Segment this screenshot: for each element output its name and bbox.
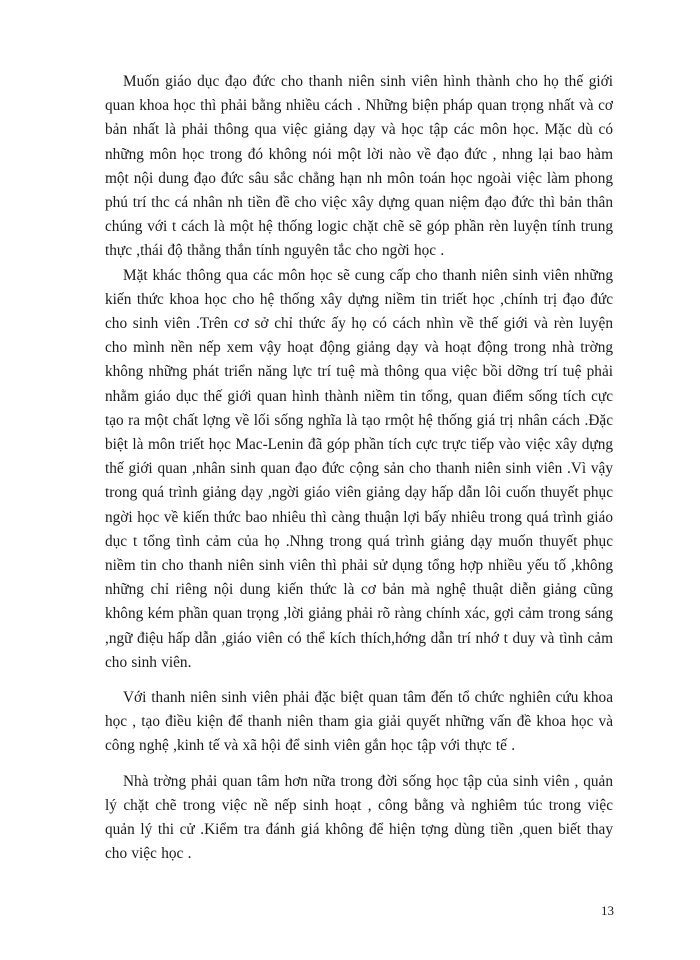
paragraph-1: Muốn giáo dục đạo đức cho thanh niên sinh viên hình thành cho họ thế giới quan khoa học thì phải bằng nhiều cách . Những biện pháp quan trọng nhất và cơ bản nhất là phải thông qua việc giảng dạy và học tập các môn học. Mặc dù có những môn học trong đó không nói một lời nào về đạo đức , nhng lại bao hàm một nội dung đạo đức sâu sắc chẳng hạn nh môn toán học ngoài việc làm phong phú trí thc cá nhân nh tiền đề cho việc xây dựng quan niệm đạo đức thì bản thân chúng với t cách là một hệ thống logic chặt chẽ sẽ góp phần rèn luyện tính trung thực ,thái độ thẳng thắn tính nguyên tắc cho ngời học . — [105, 73, 613, 260]
paragraph-3: Với thanh niên sinh viên phải đặc biệt quan tâm đến tổ chức nghiên cứu khoa học , tạo điều kiện để thanh niên tham gia giải quyết những vấn đề khoa học và công nghệ ,kinh tế và xã hội để sinh viên gắn học tập với thực tế . — [105, 689, 613, 755]
paragraph-2: Mặt khác thông qua các môn học sẽ cung cấp cho thanh niên sinh viên những kiến thức khoa học cho hệ thống xây dựng niềm tin triết học ,chính trị đạo đức cho sinh viên .Trên cơ sở chỉ thức ấy họ có cách nhìn về thế giới và rèn luyện cho mình nền nếp xem vậy hoạt động giảng dạy và hoạt động trong nhà trờng không những phát triển năng lực trí tuệ mà thông qua việc bồi dỡng trí tuệ phải nhằm giáo dục thế giới quan hình thành niềm tin tổng, quan điểm sống tích cực tạo ra một chất lợng về lối sống nghĩa là tạo rmột hệ thống giá trị nhân cách .Đặc biệt là môn triết học Mac-Lenin đã góp phần tích cực trực tiếp vào việc xây dựng thế giới quan ,nhân sinh quan đạo đức cộng sản cho thanh niên sinh viên .Vì vậy trong quá trình giảng dạy ,ngời giáo viên giảng dạy hấp dẫn lôi cuốn thuyết phục ngời học về kiến thức bao nhiêu thì càng thuận lợi bấy nhiêu trong quá trình giáo dục t tổng tình cảm của họ .Nhng trong quá trình giảng dạy muốn thuyết phục niềm tin cho thanh niên sinh viên thì phải sử dụng tổng hợp nhiều yếu tố ,không những chỉ riêng nội dung kiến thức là cơ bản mà nghệ thuật diễn giảng cũng không kém phần quan trọng ,lời giảng phải rõ ràng chính xác, gợi cảm trong sáng ,ngữ điệu hấp dẫn ,giáo viên có thể kích thích,hớng dẫn trí nhớ t duy và tình cảm cho sinh viên. — [105, 266, 613, 671]
page-number: 13 — [601, 903, 614, 918]
paragraph-4: Nhà trờng phải quan tâm hơn nữa trong đời sống học tập của sinh viên , quản lý chặt chẽ trong việc nề nếp sinh hoạt , công bằng và nghiêm túc trong việc quản lý thi cử .Kiểm tra đánh giá không để hiện tợng dùng tiền ,quen biết thay cho việc học . — [105, 772, 613, 863]
document-body — [105, 70, 613, 867]
